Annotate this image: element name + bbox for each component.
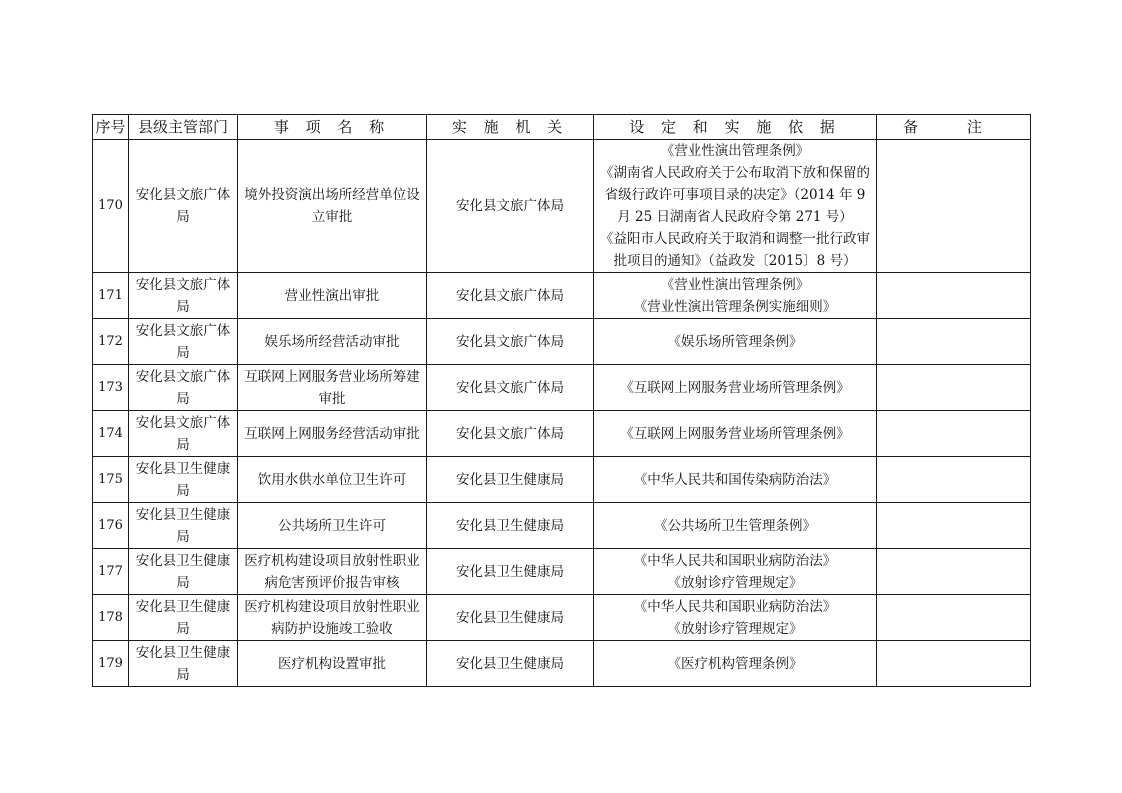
- cell-agency: 安化县文旅广体局: [427, 411, 594, 457]
- basis-line: 《中华人民共和国职业病防治法》: [633, 598, 837, 615]
- cell-no: 178: [93, 595, 129, 641]
- cell-no: 171: [93, 273, 129, 319]
- cell-no: 174: [93, 411, 129, 457]
- cell-item: 医疗机构建设项目放射性职业病防护设施竣工验收: [238, 595, 427, 641]
- basis-line: 《营业性演出管理条例》: [660, 276, 810, 293]
- basis-line: 《营业性演出管理条例》: [660, 143, 810, 159]
- cell-basis: [594, 641, 877, 687]
- cell-item: 互联网上网服务经营活动审批: [238, 411, 427, 457]
- cell-agency: 安化县文旅广体局: [427, 273, 594, 319]
- cell-agency: 安化县卫生健康局: [427, 457, 594, 503]
- cell-remark: [877, 457, 1031, 503]
- cell-no: 177: [93, 549, 129, 595]
- basis-line: 《中华人民共和国传染病防治法》: [633, 471, 837, 488]
- table-row: [93, 411, 1031, 457]
- cell-basis: [594, 140, 877, 273]
- cell-basis: [594, 273, 877, 319]
- cell-no: 170: [93, 140, 129, 273]
- basis-line: 《娱乐场所管理条例》: [667, 333, 803, 350]
- cell-item: 医疗机构建设项目放射性职业病危害预评价报告审核: [238, 549, 427, 595]
- cell-agency: 安化县文旅广体局: [427, 140, 594, 273]
- table-header: [93, 115, 1031, 140]
- cell-dept: 安化县卫生健康局: [129, 549, 238, 595]
- cell-basis: [594, 595, 877, 641]
- cell-item: 医疗机构设置审批: [238, 641, 427, 687]
- cell-no: 179: [93, 641, 129, 687]
- header-agency: 实 施 机 关: [427, 115, 594, 140]
- cell-basis: [594, 457, 877, 503]
- table-row: [93, 549, 1031, 595]
- cell-item: 饮用水供水单位卫生许可: [238, 457, 427, 503]
- cell-item: 境外投资演出场所经营单位设立审批: [238, 140, 427, 273]
- cell-no: 176: [93, 503, 129, 549]
- basis-line: 《益阳市人民政府关于取消和调整一批行政审批项目的通知》（益政发〔2015〕8 号）: [600, 231, 870, 269]
- cell-agency: 安化县卫生健康局: [427, 503, 594, 549]
- cell-dept: 安化县文旅广体局: [129, 319, 238, 365]
- cell-agency: 安化县文旅广体局: [427, 365, 594, 411]
- cell-basis: [594, 411, 877, 457]
- basis-line: 《医疗机构管理条例》: [667, 655, 803, 672]
- cell-remark: [877, 503, 1031, 549]
- cell-item: 公共场所卫生许可: [238, 503, 427, 549]
- table-body: [93, 140, 1031, 687]
- header-row: [93, 115, 1031, 140]
- cell-remark: [877, 319, 1031, 365]
- cell-no: 175: [93, 457, 129, 503]
- table-row: [93, 319, 1031, 365]
- basis-line: 《湖南省人民政府关于公布取消下放和保留的省级行政许可事项目录的决定》（2014 年 9 月 25 日湖南省人民政府令第 271 号）: [600, 165, 870, 225]
- header-no: 序号: [93, 115, 129, 140]
- cell-remark: [877, 549, 1031, 595]
- table-row: [93, 503, 1031, 549]
- table-row: [93, 140, 1031, 273]
- basis-line: 《互联网上网服务营业场所管理条例》: [620, 379, 850, 396]
- header-item: 事 项 名 称: [238, 115, 427, 140]
- approval-items-table: [92, 114, 1031, 687]
- header-dept: 县级主管部门: [129, 115, 238, 140]
- cell-dept: 安化县文旅广体局: [129, 365, 238, 411]
- cell-dept: 安化县卫生健康局: [129, 595, 238, 641]
- basis-line: 《放射诊疗管理规定》: [667, 620, 803, 637]
- cell-remark: [877, 411, 1031, 457]
- header-basis: 设 定 和 实 施 依 据: [594, 115, 877, 140]
- cell-dept: 安化县文旅广体局: [129, 140, 238, 273]
- cell-dept: 安化县文旅广体局: [129, 411, 238, 457]
- cell-remark: [877, 273, 1031, 319]
- cell-basis: [594, 365, 877, 411]
- cell-basis: [594, 503, 877, 549]
- cell-remark: [877, 595, 1031, 641]
- cell-dept: 安化县文旅广体局: [129, 273, 238, 319]
- table-row: [93, 595, 1031, 641]
- table-row: [93, 273, 1031, 319]
- basis-line: 《营业性演出管理条例实施细则》: [633, 298, 837, 315]
- cell-agency: 安化县卫生健康局: [427, 549, 594, 595]
- cell-agency: 安化县卫生健康局: [427, 595, 594, 641]
- basis-line: 《互联网上网服务营业场所管理条例》: [620, 425, 850, 442]
- table-row: [93, 641, 1031, 687]
- cell-remark: [877, 365, 1031, 411]
- cell-basis: [594, 319, 877, 365]
- basis-line: 《中华人民共和国职业病防治法》: [633, 552, 837, 569]
- cell-no: 173: [93, 365, 129, 411]
- cell-item: 互联网上网服务营业场所筹建审批: [238, 365, 427, 411]
- cell-item: 娱乐场所经营活动审批: [238, 319, 427, 365]
- cell-basis: [594, 549, 877, 595]
- basis-line: 《公共场所卫生管理条例》: [654, 517, 816, 534]
- cell-dept: 安化县卫生健康局: [129, 641, 238, 687]
- cell-agency: 安化县卫生健康局: [427, 641, 594, 687]
- cell-agency: 安化县文旅广体局: [427, 319, 594, 365]
- cell-dept: 安化县卫生健康局: [129, 503, 238, 549]
- table-row: [93, 365, 1031, 411]
- cell-remark: [877, 140, 1031, 273]
- cell-remark: [877, 641, 1031, 687]
- cell-dept: 安化县卫生健康局: [129, 457, 238, 503]
- basis-line: 《放射诊疗管理规定》: [667, 574, 803, 591]
- table-row: [93, 457, 1031, 503]
- header-remark: 备 注: [877, 115, 1031, 140]
- cell-no: 172: [93, 319, 129, 365]
- cell-item: 营业性演出审批: [238, 273, 427, 319]
